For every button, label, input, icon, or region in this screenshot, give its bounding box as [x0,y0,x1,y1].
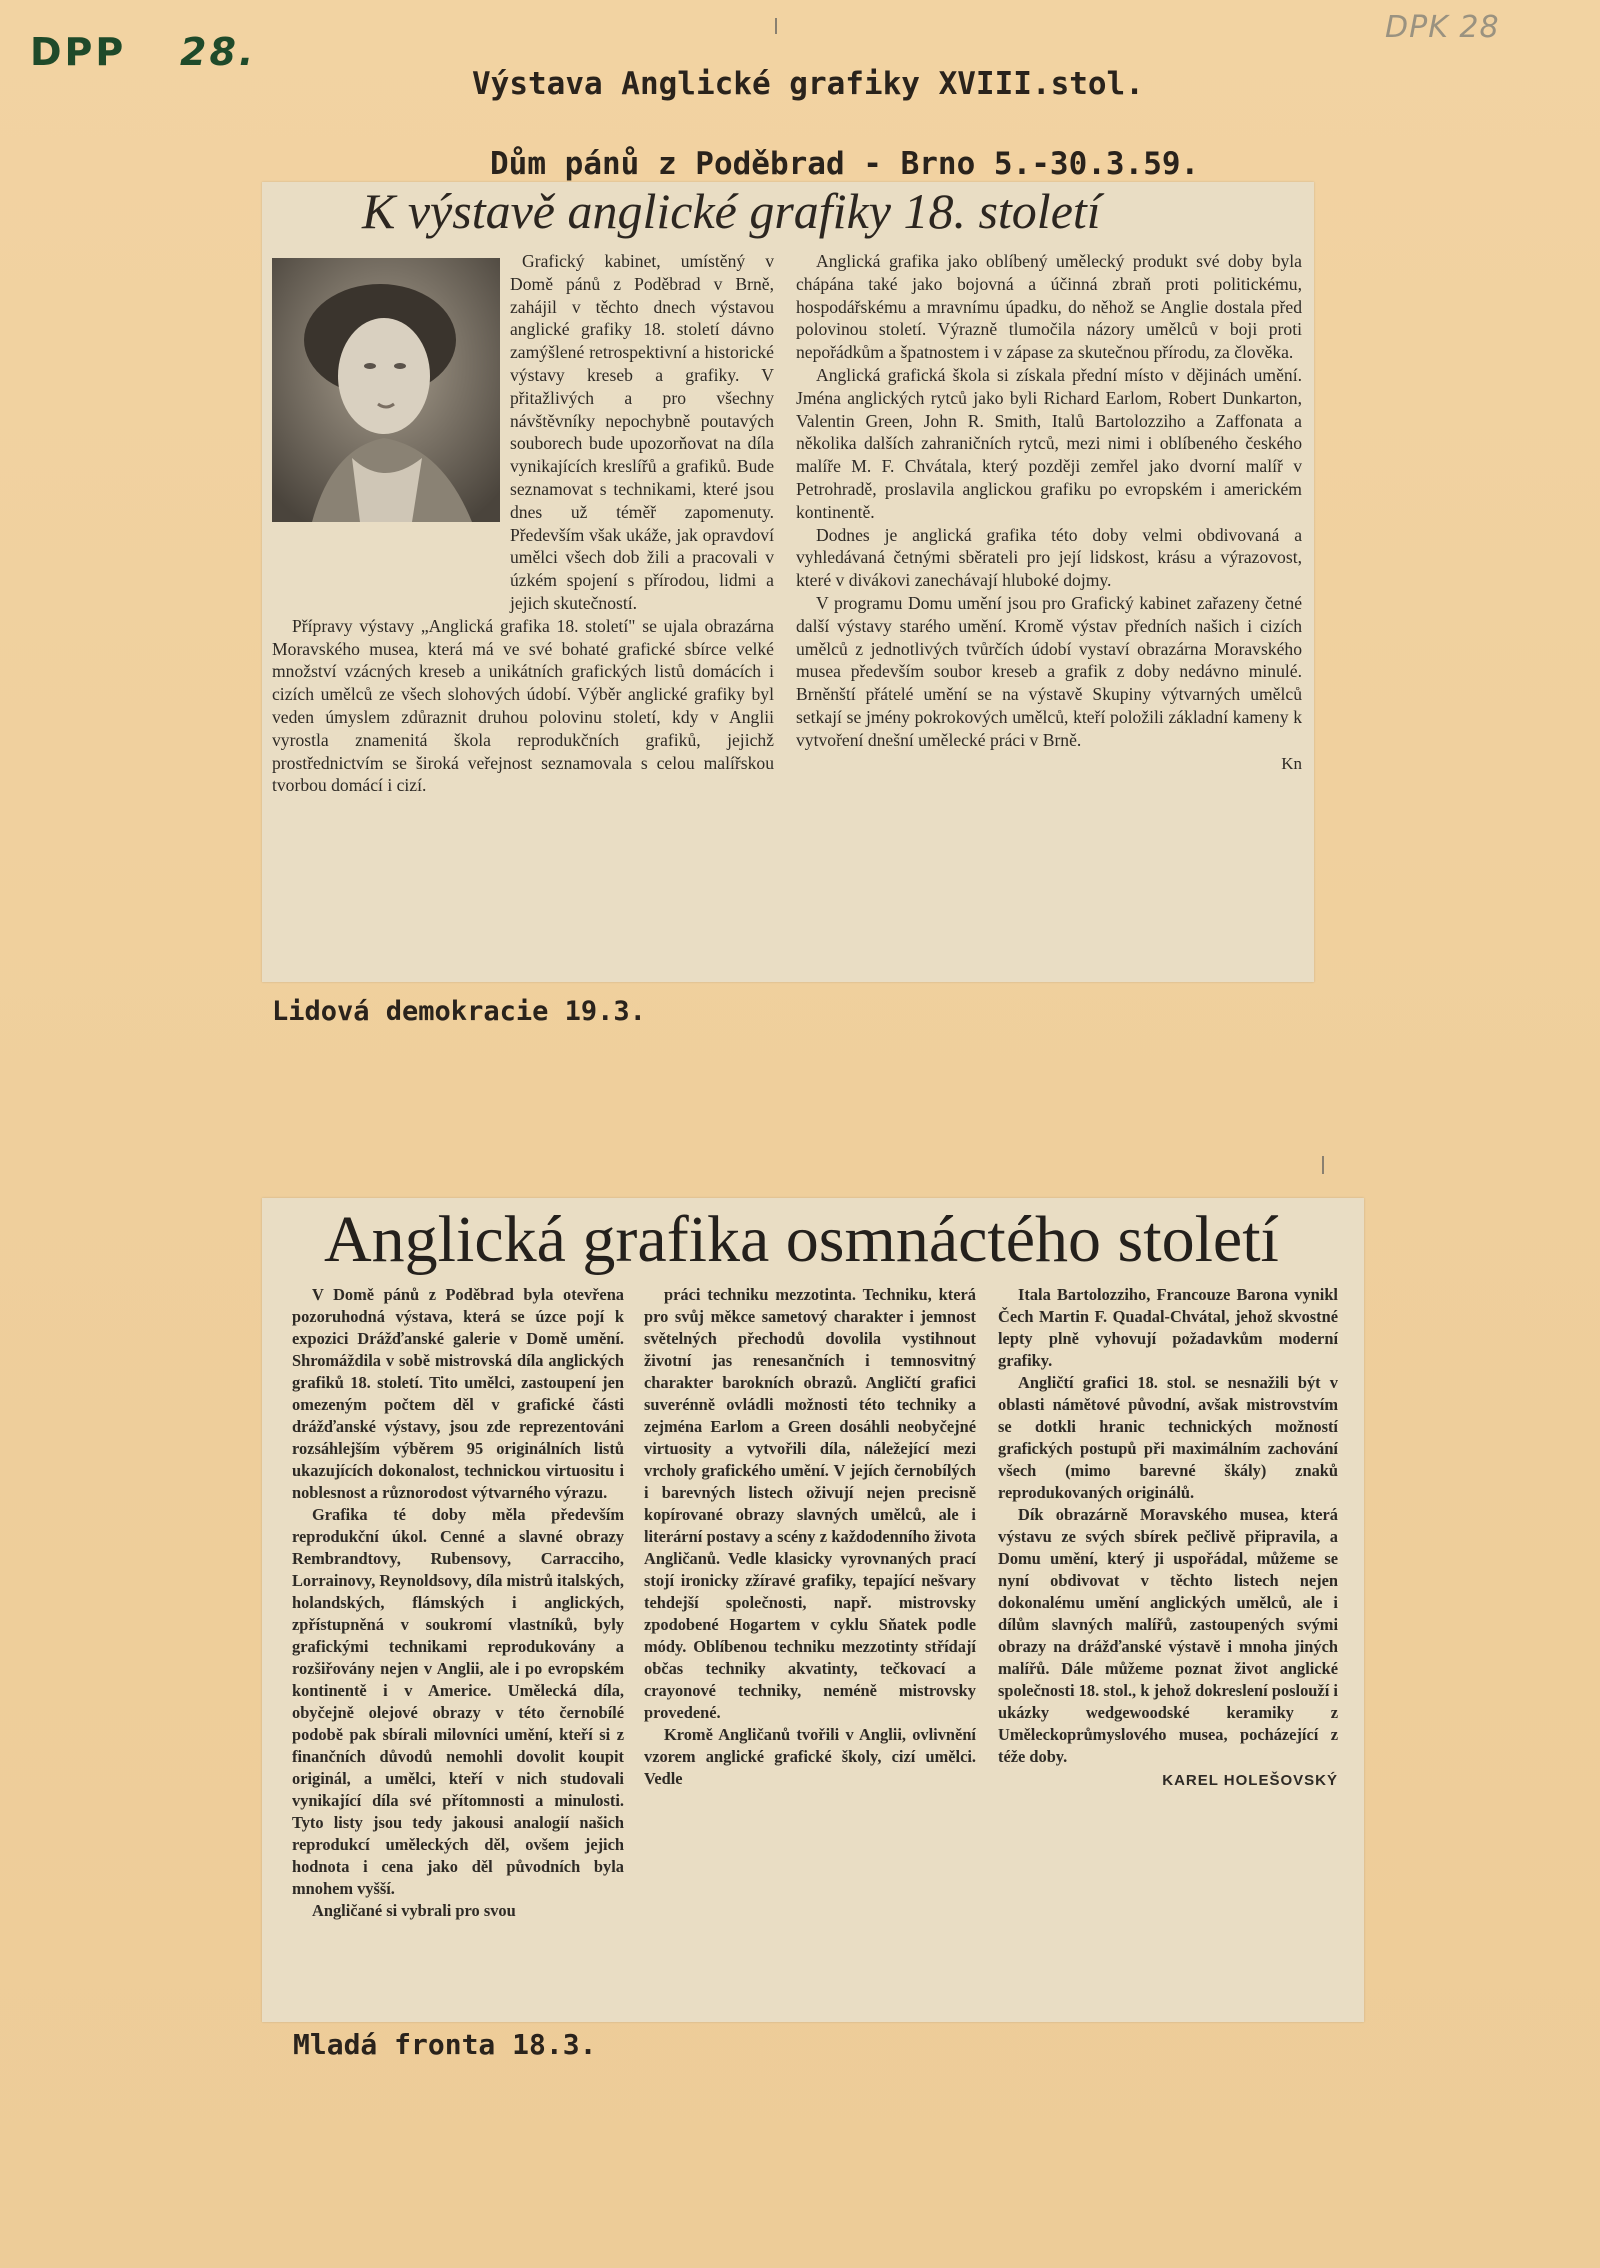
clipping2-col3-p1: Itala Bartolozziho, Francouze Barona vynikl Čech Martin F. Quadal-Chvátal, jehož skvostné lepty plně vyhovují požadavkům moderní grafiky. [998,1285,1338,1370]
clipping2-col2-p2: Kromě Angličanů tvořili v Anglii, ovlivnění vzorem anglické grafické školy, cizí umělci. Vedle [644,1725,976,1788]
exhibition-title: Výstava Anglické grafiky XVIII.stol. [472,66,1144,102]
clipping2-col3-p3: Dík obrazárně Moravského musea, která výstavu ze svých sbírek pečlivě připravila, a Domu umění, který ji uspořádal, můžeme se nyní obdivovat v těchto listech nejen dokonalému umění anglických umělců, ale i dílům slavných malířů, zastoupených svými obrazy na drážďanské výstavě i mnoha jiných malířů. Dále můžeme poznat život anglické společnosti 18. stol., k jehož dokreslení poslouží i ukázky wedgewoodské keramiky z Uměleckoprůmyslového musea, pocházející z téže doby. [998,1505,1338,1766]
clipping1-left-p2: Přípravy výstavy „Anglická grafika 18. století" se ujala obrazárna Moravského musea, která má ve své bohaté grafické sbírce velké množství vzácných kreseb a unikátních grafických listů domácích i cizích umělců ze všech slohových údobí. Výběr anglické grafiky byl veden úmyslem zdůraznit druhou polovinu století, kdy v Anglii vyrostla znamenitá škola reprodukčních grafiků, jejichž prostřednictvím se široká veřejnost seznamovala s celou malířskou tvorbou domácí i cizí. [272,615,774,796]
clipping1-right-p4: V programu Domu umění jsou pro Grafický kabinet zařazeny četné další výstavy starého umění. Kromě výstav předních našich i cizích umělců z jednotlivých tvůrčích údobí vystaví obrazárna Moravského musea především soubor kreseb a grafik z doby nedávno minulé. Brněnští přátelé umění se na výstavě Skupiny výtvarných umělců setkají se jmény pokrokových umělců, kteří položili základní kameny k vytvoření dnešní umělecké práci v Brně. [796,592,1302,750]
clipping-lidova-demokracie [262,182,1314,982]
clipping1-right-p2: Anglická grafická škola si získala přední místo v dějinách umění. Jména anglických rytců jako byli Richard Earlom, Robert Dunkarton, Valentin Green, John R. Smith, Italů Bartolozziho a Zaffonata a několika dalších zahraničních rytců, mezi nimi i oblíbeného českého malíře M. F. Chvátala, který později zemřel jako dvorní malíř v Petrohradě, proslavila anglickou grafiku po evropském i americkém kontinentě. [796,364,1302,522]
paper-mark [1322,1156,1324,1174]
clipping1-left-p1: Grafický kabinet, umístěný v Domě pánů z Poděbrad v Brně, zahájil v těchto dnech výstavou anglické grafiky 18. století dávno zamýšlené retrospektivní a historické výstavy kreseb a grafiky. V přitažlivých a pro všechny návštěvníky nepochybně poutavých souborech bude upozorňovat na díla vynikajících kreslířů a grafiků. Bude seznamovat s technikami, které jsou dnes už téměř zapomenuty. Především však ukáže, jak opravdoví umělci všech dob žili a pracovali v úzkém spojení s přírodou, lidmi a jejich skutečností. [510,251,774,613]
clipping1-source: Lidová demokracie 19.3. [272,996,646,1027]
venue-dates: Dům pánů z Poděbrad - Brno 5.-30.3.59. [490,146,1200,182]
clipping2-col1-p3: Angličané si vybrali pro svou [312,1901,516,1920]
clipping2-column-2 [644,1284,976,1788]
clipping2-col1-p1: V Domě pánů z Poděbrad byla otevřena pozoruhodná výstava, která se úzce pojí k expozici Drážďanské galerie v Domě umění. Shromáždila v sobě mistrovská díla anglických grafiků 18. století. Tito umělci, zastoupení jen omezeným počtem děl v grafické části drážďanské výstavy, jsou zde reprezentováni rozsáhlejším výběrem 95 originálních listů ukazujících dokonalost, technickou virtuositu i noblesnost a různorodost výtvarného výrazu. [292,1285,624,1502]
clipping1-right-column [796,250,1302,910]
clipping2-column-1 [292,1284,624,2020]
clipping-mlada-fronta [262,1198,1364,2022]
clipping2-column-3 [998,1284,1338,1964]
clipping2-col3-p2: Angličtí grafici 18. stol. se nesnažili být v oblasti námětové původní, avšak mistrovstvím se dotkli hranic technických možností grafických postupů při maximálním zachování všech (mimo barevné škály) znaků reprodukovaných originálů. [998,1373,1338,1502]
pencil-archive-mark: DPK 28 [1385,10,1500,45]
clipping1-left-column [272,250,774,910]
clipping2-col2-p1: práci techniku mezzotinta. Techniku, která pro svůj měkce sametový charakter i jemnost světelných přechodů dovolila vystihnout životní jas renesančních i temnosvitný charakter barokních obrazů. Angličtí grafici suverénně ovládli možnosti této techniky a zejména Earlom a Green dosáhli neobyčejné virtuosity a vytvořili díla, náležející mezi vrcholy grafického umění. V jejích černobílých i barevných listech oživují nejen precisně kopírované obrazy slavných umělců, ale i literární postavy a scény z každodenního života Angličanů. Vedle klasicky vyrovnaných prací stojí ironicky zžíravé grafiky, tepající nešvary tehdejší společnosti, např. mistrovsky zpodobené Hogartem v cyklu Sňatek podle módy. Oblíbenou techniku mezzotinty střídají občas techniky akvatinty, tečkovací a crayonové techniky, neméně mistrovsky provedené. [644,1285,976,1722]
archive-code: DPP [30,30,127,74]
clipping1-headline: K výstavě anglické grafiky 18. století [362,183,1101,239]
archive-number: 28. [180,30,257,74]
clipping1-signature: Kn [1281,753,1302,773]
clipping2-author: KAREL HOLEŠOVSKÝ [1162,1772,1338,1789]
clipping2-col1-p2: Grafika té doby měla především reprodukční úkol. Cenné a slavné obrazy Rembrandtovy, Rubensovy, Carracciho, Lorrainovy, Reynoldsovy, díla mistrů italských, holandských, flámských i anglických, zpřístupněná v soukromí vlastníků, byly grafickými technikami reprodukovány a rozšiřovány nejen v Anglii, ale i po evropském kontinentě i v Americe. Umělecká díla, obyčejně olejové obrazy v této černobílé podobě pak sbírali milovníci umění, kteří si z finančních důvodů nemohli dovolit koupit originál, a umělci, kteří v nich studovali vynikající díla své přítomnosti a minulosti. Tyto listy jsou tedy jakousi analogií našich reprodukcí uměleckých děl, ovšem jejich hodnota i cena jako děl původních byla mnohem vyšší. [292,1505,624,1898]
paper-mark [775,18,777,34]
clipping1-right-p3: Dodnes je anglická grafika této doby velmi obdivovaná a vyhledávaná četnými sběrateli pro její lidskost, krásu a výrazovost, které v divákovi zanechávají hluboké dojmy. [796,524,1302,591]
clipping2-headline: Anglická grafika osmnáctého století [324,1203,1279,1276]
clipping1-right-p1: Anglická grafika jako oblíbený umělecký produkt své doby byla chápána také jako bojovná a účinná zbraň proti politickému, hospodářskému a mravnímu úpadku, do něhož se Anglie dostala před polovinou století. Výrazně tlumočila názory umělců v boji proti nepořádkům a špatnostem i v zápase za skutečnou přírodu, za člověka. [796,251,1302,363]
clipping2-source: Mladá fronta 18.3. [293,2028,597,2061]
